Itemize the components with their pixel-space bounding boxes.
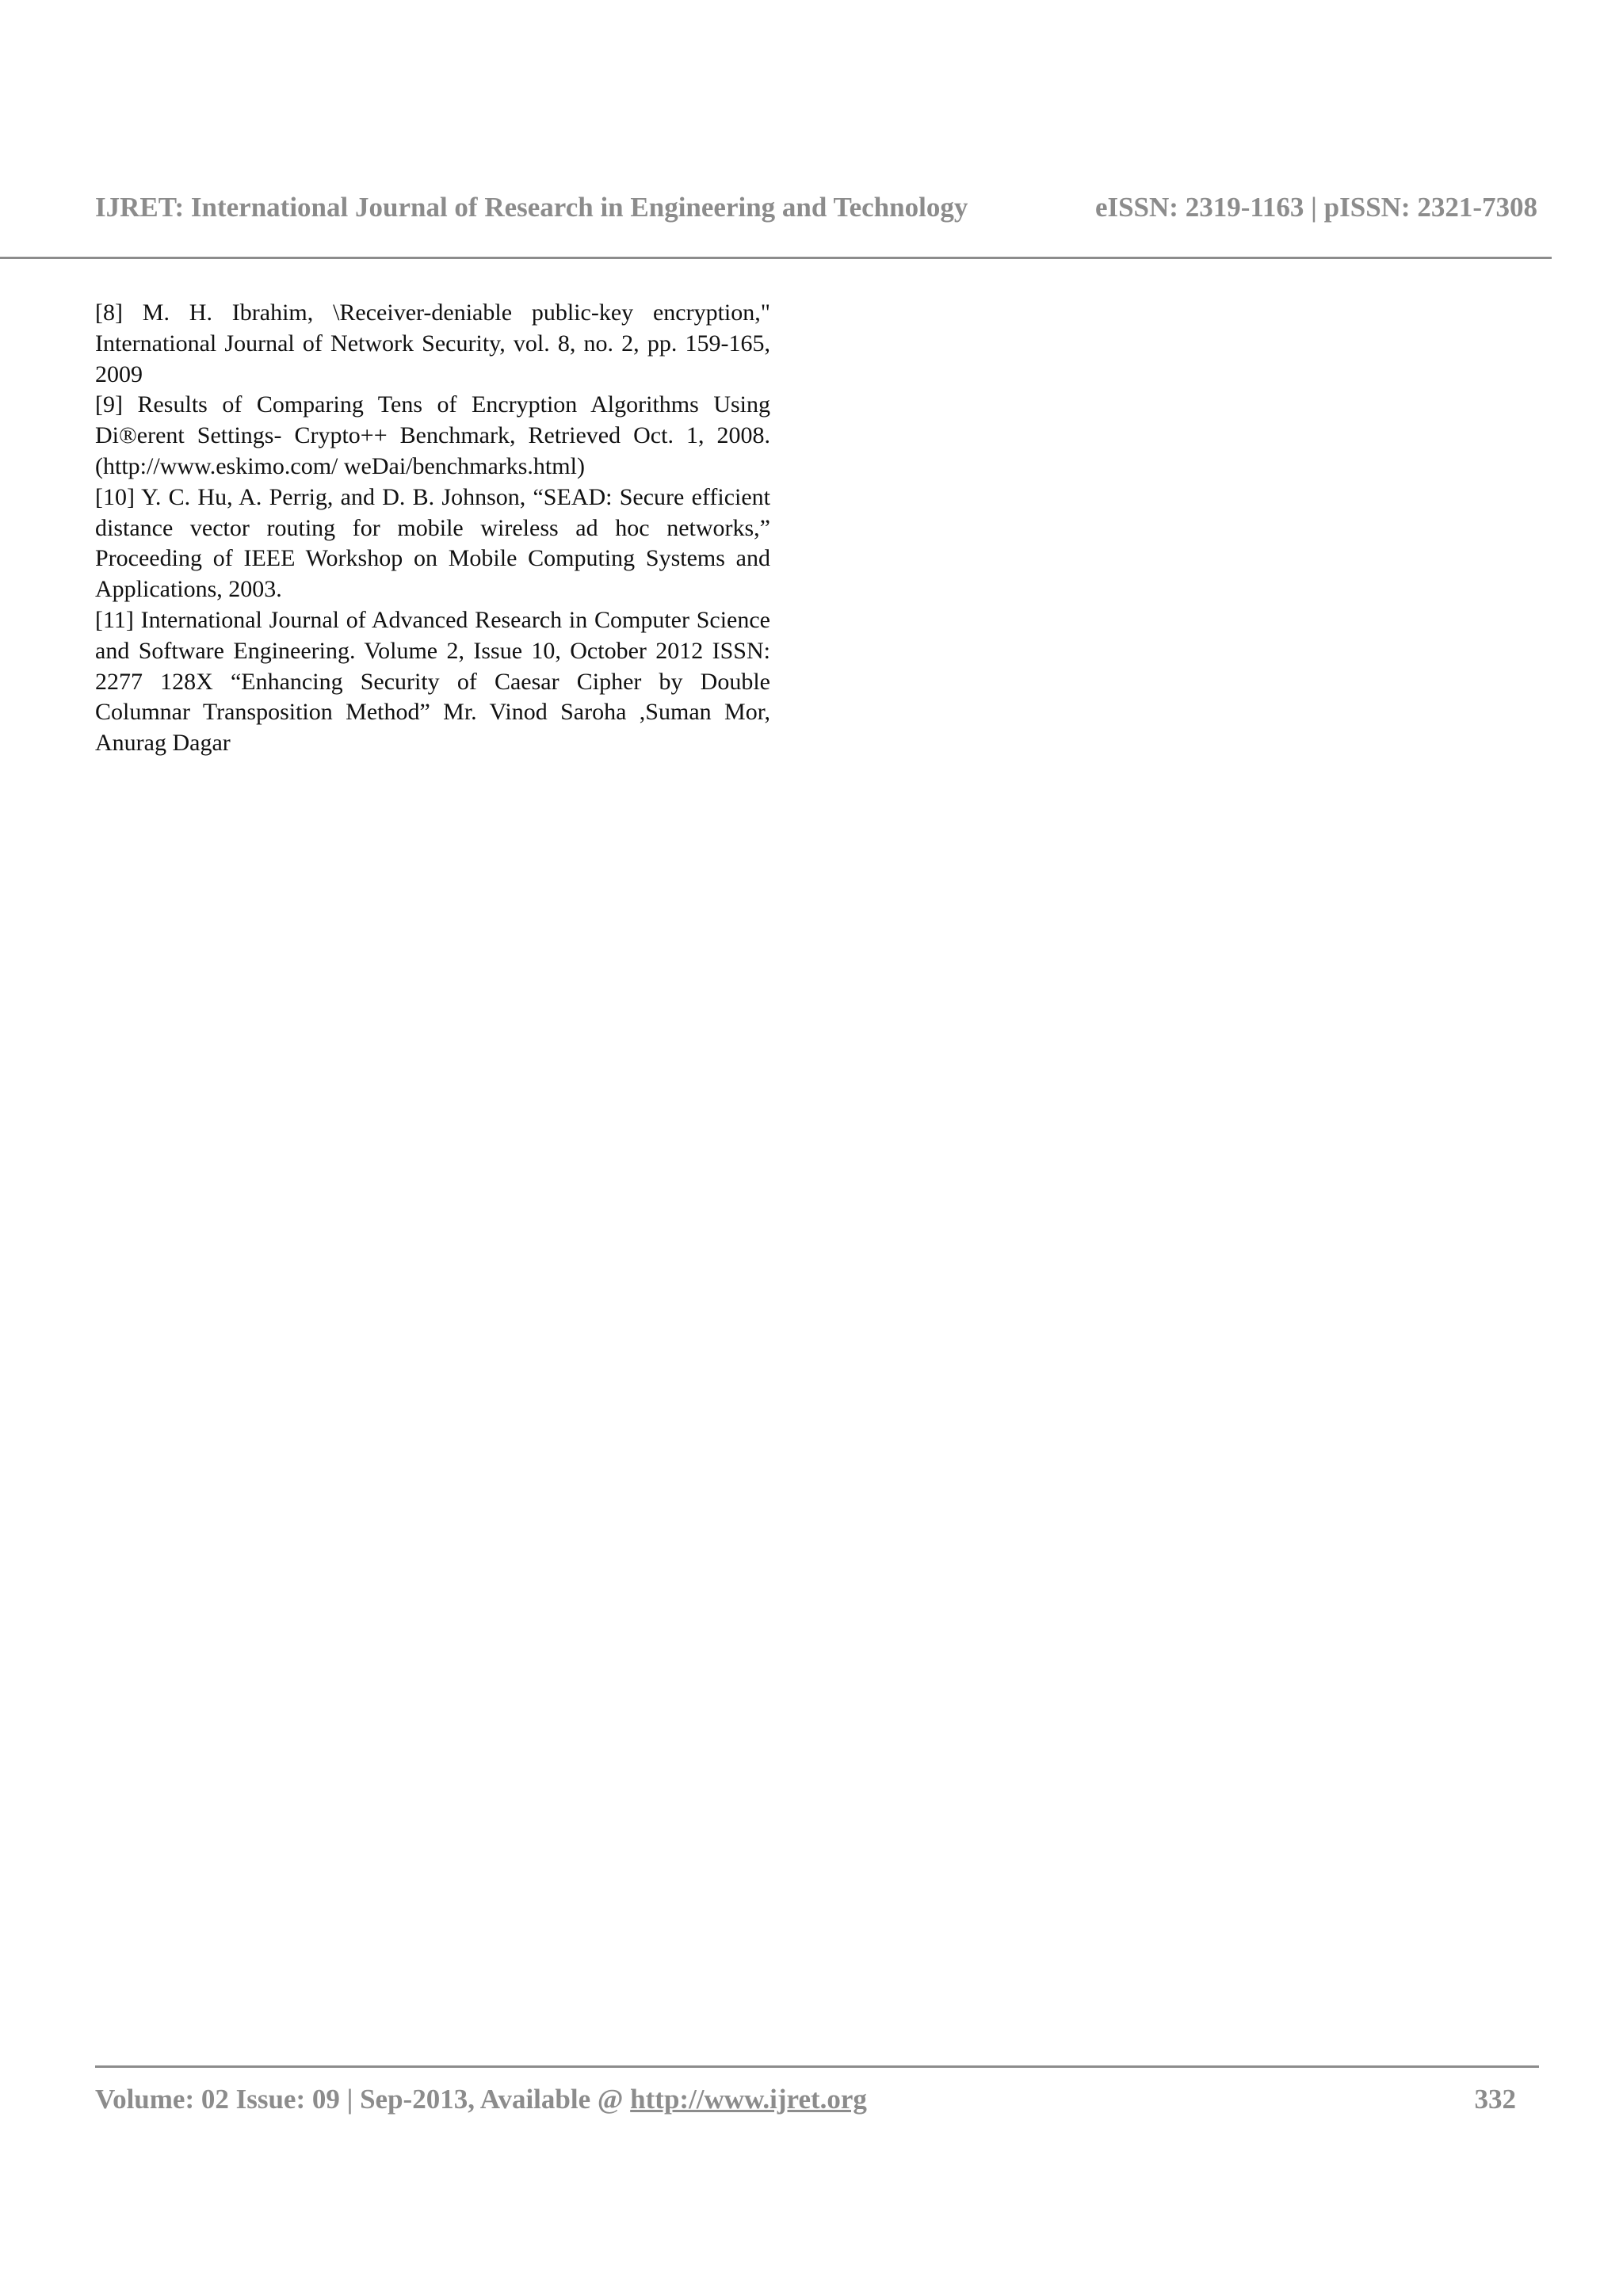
footer-volume-info	[95, 2084, 867, 2115]
footer-rule	[95, 2065, 1539, 2068]
journal-website-link[interactable]: http://www.ijret.org	[630, 2084, 867, 2115]
volume-text: Volume: 02 Issue: 09 | Sep-2013, Available @	[95, 2084, 631, 2115]
page-number: 332	[1474, 2084, 1516, 2115]
page-header	[95, 192, 1537, 223]
issn-text: eISSN: 2319-1163 | pISSN: 2321-7308	[1094, 192, 1537, 223]
page-footer	[95, 2084, 1516, 2115]
reference-10: [10] Y. C. Hu, A. Perrig, and D. B. Johnson, “SEAD: Secure efficient distance vector routing for mobile wireless ad hoc networks,” Proceeding of IEEE Workshop on Mobile Computing Systems and Applications, 2003.	[95, 483, 770, 603]
reference-9: [9] Results of Comparing Tens of Encryption Algorithms Using Di®erent Settings- Crypto++ Benchmark, Retrieved Oct. 1, 2008. (http://www.eskimo.com/ weDai/benchmarks.html)	[95, 391, 770, 479]
reference-11: [11] International Journal of Advanced Research in Computer Science and Software Engineering. Volume 2, Issue 10, October 2012 ISSN: 2277 128X “Enhancing Security of Caesar Cipher by Double Columnar Transposition Method” Mr. Vinod Saroha ,Suman Mor, Anurag Dagar	[95, 606, 770, 757]
reference-8: [8] M. H. Ibrahim, \Receiver-deniable public-key encryption," International Journal of Network Security, vol. 8, no. 2, pp. 159-165, 2009	[95, 299, 770, 387]
journal-title: IJRET: International Journal of Research in Engineering and Technology	[95, 192, 968, 223]
header-rule	[0, 257, 1552, 259]
references-list	[95, 298, 770, 759]
